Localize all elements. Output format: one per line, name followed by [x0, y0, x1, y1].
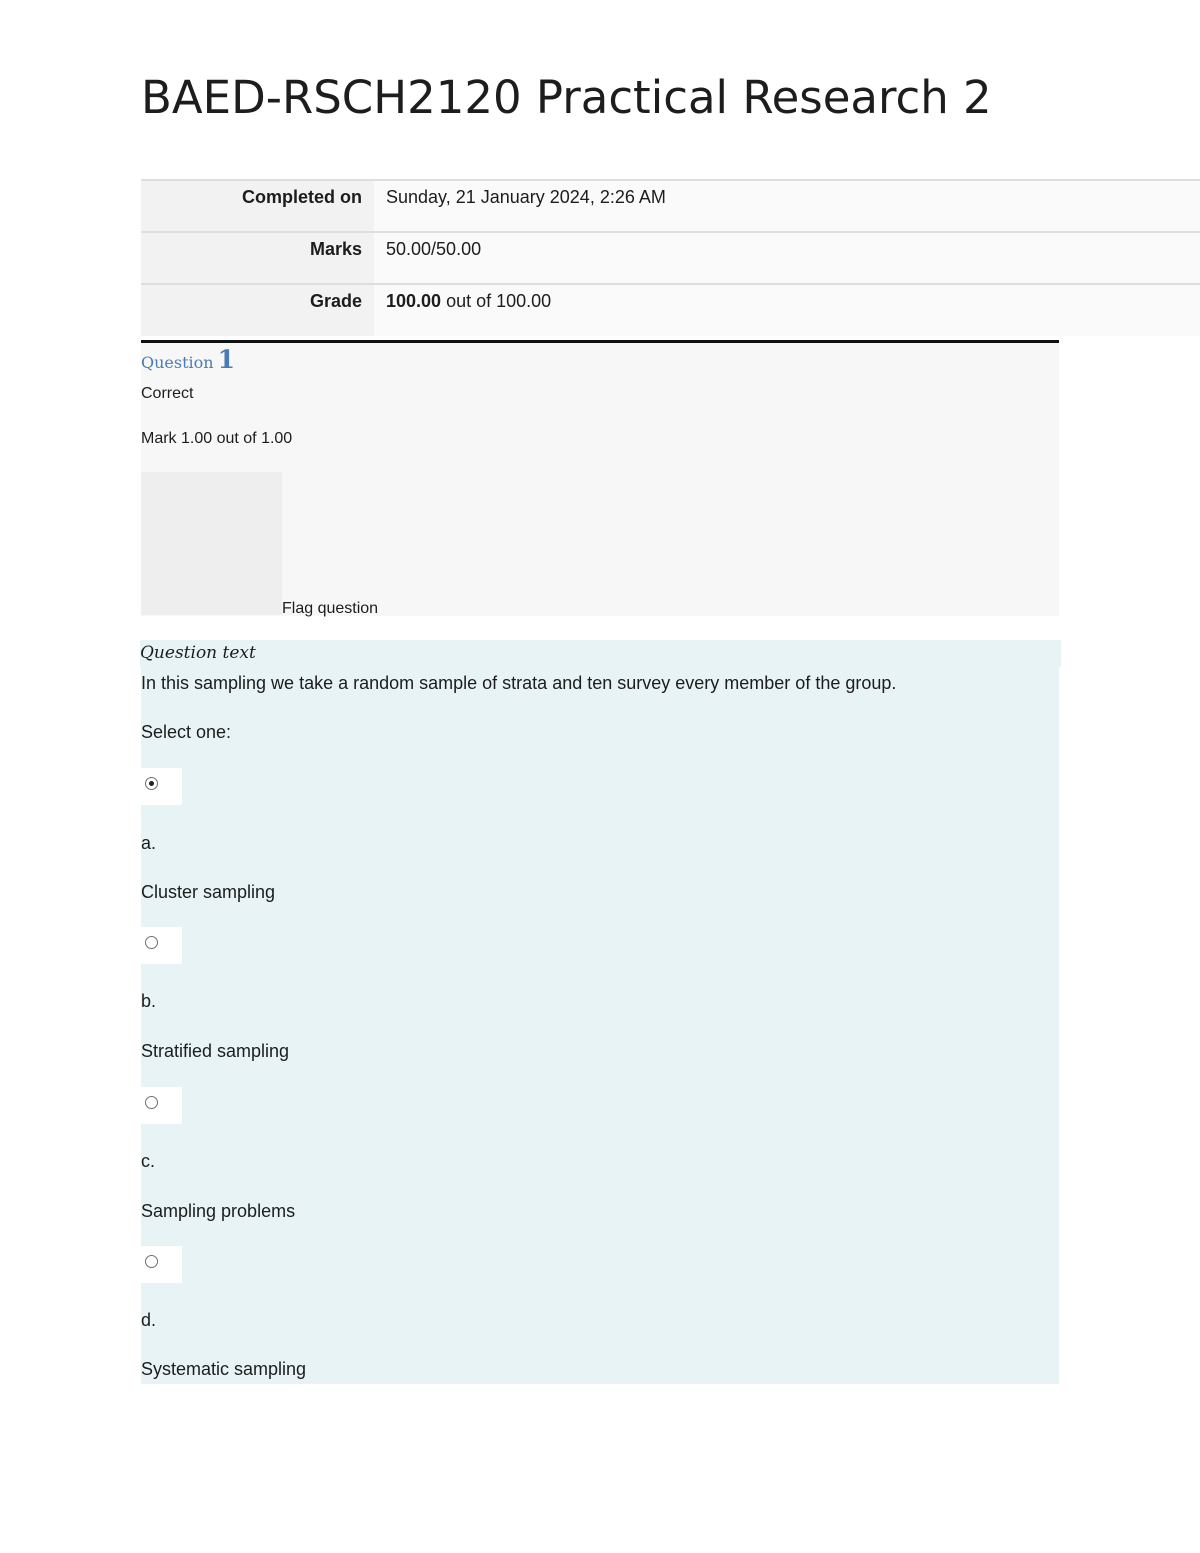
option-b-label[interactable]: Stratified sampling: [141, 1041, 290, 1061]
quiz-summary-table: [141, 179, 1200, 336]
option-d-letter: d.: [141, 1310, 157, 1330]
question-heading-word: Question: [141, 353, 214, 372]
summary-row-marks: [141, 232, 1200, 284]
option-c-radio-box[interactable]: [141, 1087, 182, 1124]
question-text-label: Question text: [140, 643, 256, 663]
option-c-letter: c.: [141, 1151, 156, 1171]
flag-question-link[interactable]: Flag question: [282, 600, 379, 617]
radio-unchecked-icon[interactable]: [145, 936, 158, 949]
question-heading: [141, 345, 235, 374]
option-b-letter: b.: [141, 991, 157, 1011]
option-d-radio-box[interactable]: [141, 1246, 182, 1283]
option-a-radio-box[interactable]: [141, 768, 182, 805]
question-number: 1: [217, 345, 235, 374]
question-text: In this sampling we take a random sample of strata and ten survey every member of the group.: [141, 673, 897, 693]
option-c-label[interactable]: Sampling problems: [141, 1201, 296, 1221]
grade-value: [374, 284, 1200, 336]
grade-score: 100.00: [386, 291, 442, 311]
option-d-label[interactable]: Systematic sampling: [141, 1359, 307, 1379]
grade-total: out of 100.00: [441, 291, 552, 311]
question-text-header: [140, 640, 1061, 667]
question-content-panel: [141, 640, 1059, 1384]
question-state: Correct: [141, 385, 194, 402]
flag-icon[interactable]: [141, 472, 282, 615]
question-grade: Mark 1.00 out of 1.00: [141, 430, 293, 447]
summary-row-grade: [141, 284, 1200, 336]
option-b-radio-box[interactable]: [141, 927, 182, 964]
option-a-label[interactable]: Cluster sampling: [141, 882, 276, 902]
select-one-prompt: Select one:: [141, 722, 232, 742]
page-title: BAED-RSCH2120 Practical Research 2: [141, 71, 992, 124]
radio-checked-icon[interactable]: [145, 777, 158, 790]
radio-unchecked-icon[interactable]: [145, 1255, 158, 1268]
question-info-panel: [141, 340, 1059, 616]
grade-label: Grade: [141, 284, 374, 336]
summary-row-completed: [141, 180, 1200, 232]
marks-value: 50.00/50.00: [374, 232, 1200, 284]
completed-on-label: Completed on: [141, 180, 374, 232]
completed-on-value: Sunday, 21 January 2024, 2:26 AM: [374, 180, 1200, 232]
radio-unchecked-icon[interactable]: [145, 1096, 158, 1109]
option-a-letter: a.: [141, 833, 157, 853]
marks-label: Marks: [141, 232, 374, 284]
